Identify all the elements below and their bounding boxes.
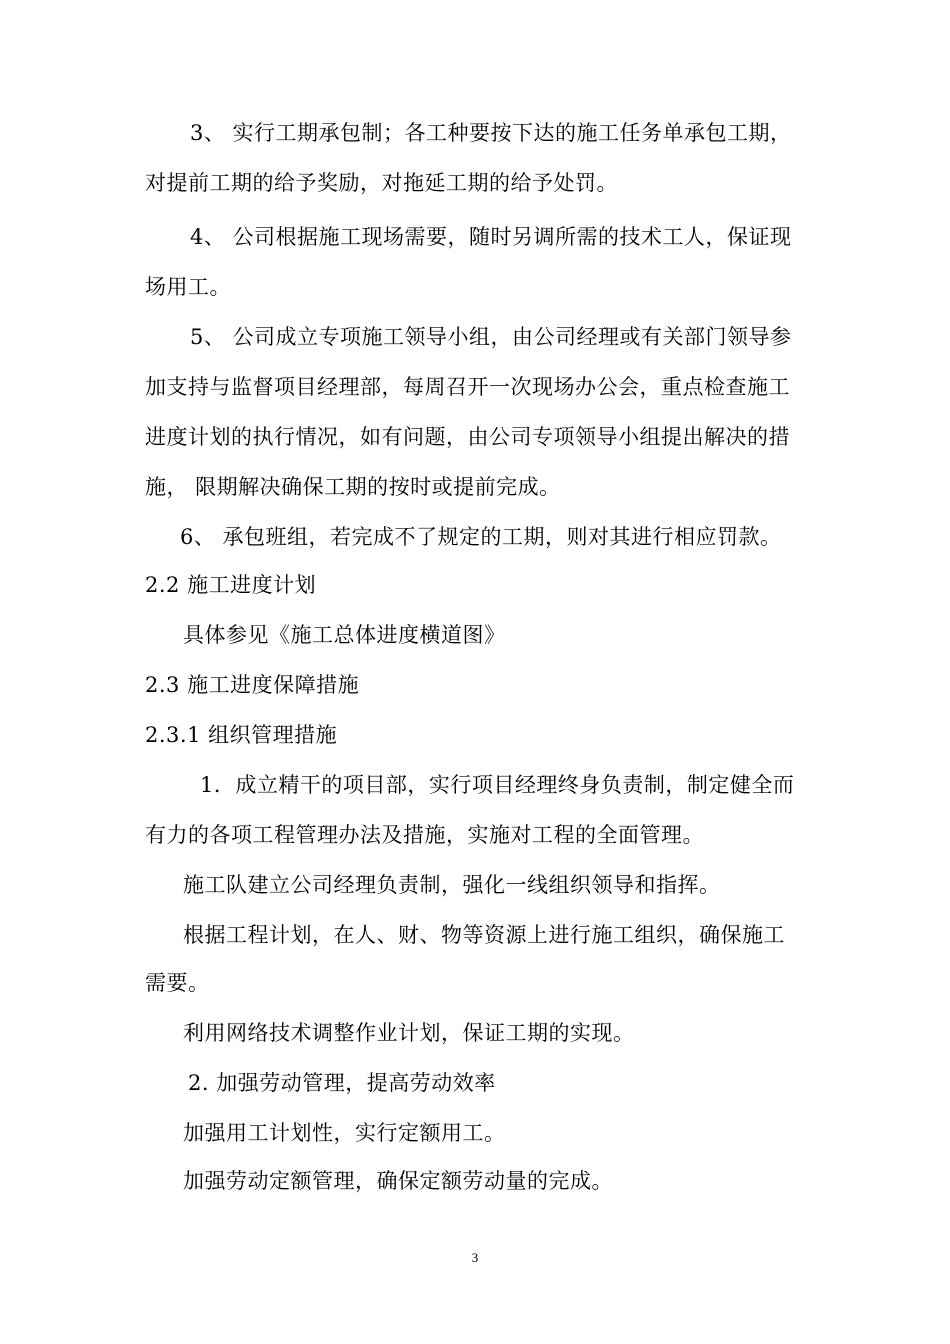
heading-2-2: 2.2 施工进度计划: [145, 573, 317, 597]
paragraph-labor-plan: 加强用工计划性，实行定额用工。: [183, 1121, 506, 1145]
paragraph-labor-quota: 加强劳动定额管理，确保定额劳动量的完成。: [183, 1169, 613, 1193]
page-number: 3: [471, 1250, 479, 1265]
paragraph-5-line-1: 5、 公司成立专项施工领导小组，由公司经理或有关部门领导参: [190, 325, 792, 349]
paragraph-team: 施工队建立公司经理负责制，强化一线组织领导和指挥。: [183, 873, 721, 897]
reference-line: 具体参见《施工总体进度横道图》: [183, 623, 506, 647]
heading-2-3-1: 2.3.1 组织管理措施: [145, 723, 338, 747]
paragraph-plan-line-1: 根据工程计划，在人、财、物等资源上进行施工组织，确保施工: [183, 923, 785, 947]
item-1-line-1: 1．成立精干的项目部，实行项目经理终身负责制，制定健全而: [200, 773, 795, 797]
paragraph-6-line-1: 6、 承包班组，若完成不了规定的工期，则对其进行相应罚款。: [180, 525, 782, 549]
paragraph-4-line-2: 场用工。: [145, 275, 231, 299]
paragraph-plan-line-2: 需要。: [145, 971, 210, 995]
item-2-heading: 2. 加强劳动管理，提高劳动效率: [188, 1071, 496, 1095]
paragraph-3-line-1: 3、 实行工期承包制；各工种要按下达的施工任务单承包工期，: [190, 121, 792, 145]
paragraph-network: 利用网络技术调整作业计划，保证工期的实现。: [183, 1021, 635, 1045]
item-1-line-2: 有力的各项工程管理办法及措施，实施对工程的全面管理。: [145, 823, 704, 847]
paragraph-5-line-3: 进度计划的执行情况，如有问题，由公司专项领导小组提出解决的措: [145, 425, 790, 449]
paragraph-5-line-4: 施， 限期解决确保工期的按时或提前完成。: [145, 475, 561, 499]
heading-2-3: 2.3 施工进度保障措施: [145, 673, 360, 697]
paragraph-5-line-2: 加支持与监督项目经理部，每周召开一次现场办公会，重点检查施工: [145, 375, 790, 399]
paragraph-3-line-2: 对提前工期的给予奖励，对拖延工期的给予处罚。: [145, 171, 618, 195]
paragraph-4-line-1: 4、 公司根据施工现场需要，随时另调所需的技术工人，保证现: [190, 225, 792, 249]
